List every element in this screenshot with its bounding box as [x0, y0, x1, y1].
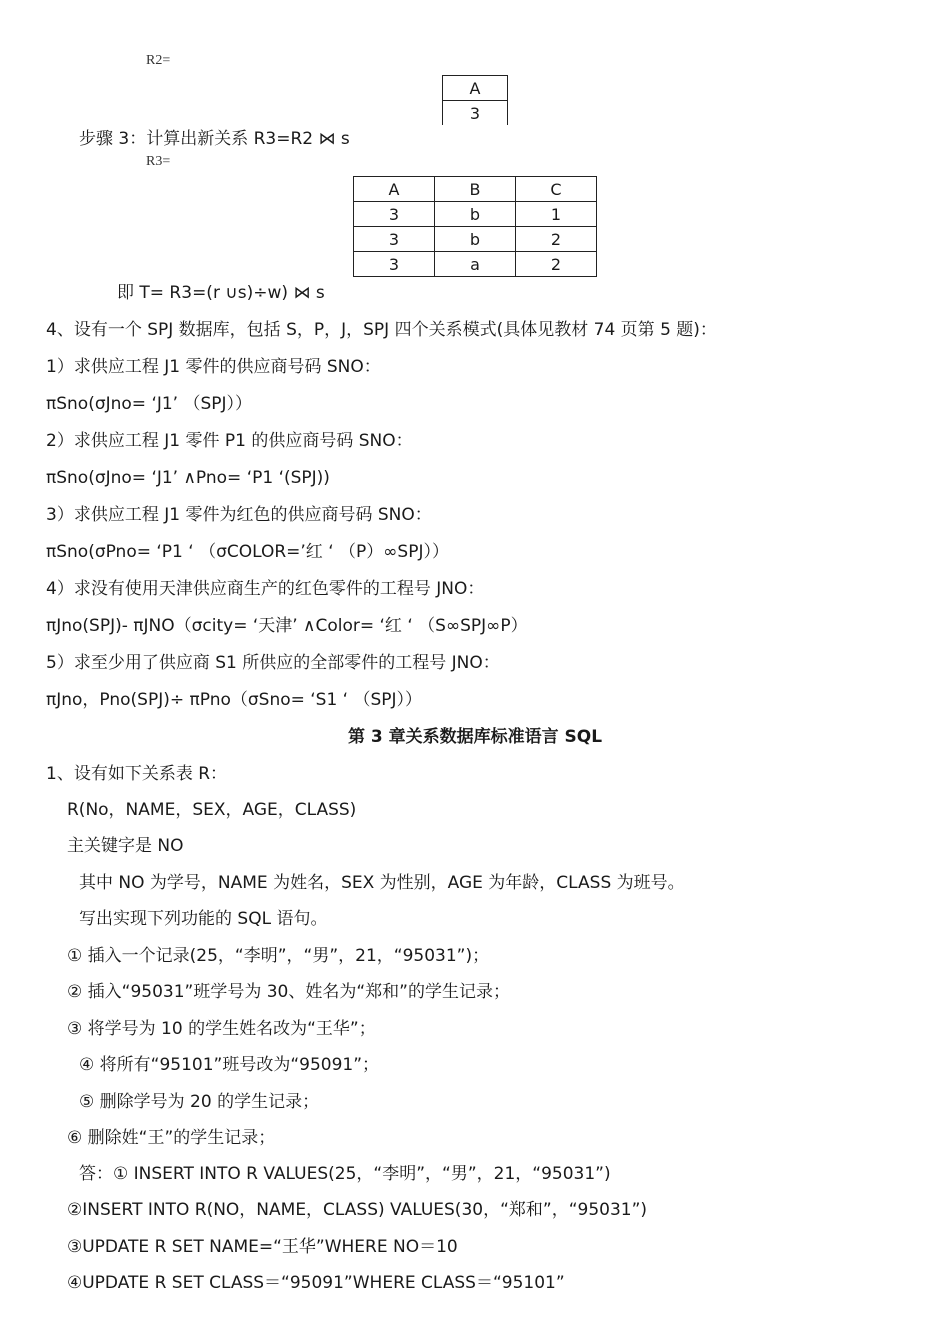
task-item: ④ 将所有“95101”班号改为“95091”；	[79, 1055, 380, 1075]
r3-cell: a	[435, 252, 516, 277]
q1-schema: R(No，NAME，SEX，AGE，CLASS)	[67, 800, 357, 820]
r3-header-a: A	[354, 177, 435, 202]
q4-line: 1）求供应工程 J1 零件的供应商号码 SNO：	[46, 357, 381, 377]
r2-header-a: A	[443, 76, 508, 101]
answer-line: 答：① INSERT INTO R VALUES(25，“李明”，“男”，21，“95031”)	[79, 1164, 611, 1184]
table-row	[354, 227, 597, 252]
result-t-text: 即 T= R3=(r ∪s)÷w) ⋈ s	[117, 283, 325, 303]
q1-intro: 1、设有如下关系表 R：	[46, 764, 228, 784]
q1-desc: 其中 NO 为学号，NAME 为姓名，SEX 为性别，AGE 为年龄，CLASS 为班号。	[79, 873, 685, 893]
q4-line: πJno，Pno(SPJ)÷ πPno（σSno= ‘S1 ‘ （SPJ））	[46, 690, 423, 710]
q1-key: 主关键字是 NO	[67, 836, 184, 856]
r3-cell: b	[435, 227, 516, 252]
task-item: ① 插入一个记录(25，“李明”，“男”，21，“95031”)；	[67, 946, 490, 966]
q4-line: 5）求至少用了供应商 S1 所供应的全部零件的工程号 JNO：	[46, 653, 500, 673]
answer-line: ②INSERT INTO R(NO，NAME，CLASS) VALUES(30，“郑和”，“95031”)	[67, 1200, 648, 1220]
task-item: ② 插入“95031”班学号为 30、姓名为“郑和”的学生记录；	[67, 982, 510, 1002]
r2-label: R2=	[146, 53, 171, 68]
r2-table	[442, 75, 508, 125]
r3-cell: 3	[354, 202, 435, 227]
answer-line: ④UPDATE R SET CLASS＝“95091”WHERE CLASS＝“95101”	[67, 1273, 565, 1293]
table-row	[354, 202, 597, 227]
r2-cell: 3	[443, 101, 508, 126]
r3-header-row	[354, 177, 597, 202]
q4-line: πJno(SPJ)- πJNO（σcity= ‘天津’ ∧Color= ‘红 ‘ （S∞SPJ∞P）	[46, 616, 528, 636]
q4-line: 4）求没有使用天津供应商生产的红色零件的工程号 JNO：	[46, 579, 485, 599]
task-item: ⑤ 删除学号为 20 的学生记录；	[79, 1092, 320, 1112]
r3-cell: 2	[516, 252, 597, 277]
q4-line: 2）求供应工程 J1 零件 P1 的供应商号码 SNO：	[46, 431, 413, 451]
q1-task: 写出实现下列功能的 SQL 语句。	[79, 909, 328, 929]
table-row	[354, 252, 597, 277]
task-item: ③ 将学号为 10 的学生姓名改为“王华”；	[67, 1019, 376, 1039]
r3-cell: 2	[516, 227, 597, 252]
r3-header-c: C	[516, 177, 597, 202]
q4-line: πSno(σJno= ‘J1’ ∧Pno= ‘P1 ‘(SPJ))	[46, 468, 330, 488]
r3-cell: 1	[516, 202, 597, 227]
q4-line: 3）求供应工程 J1 零件为红色的供应商号码 SNO：	[46, 505, 432, 525]
r3-cell: 3	[354, 252, 435, 277]
step3-text: 步骤 3：计算出新关系 R3=R2 ⋈ s	[79, 129, 350, 149]
r3-cell: b	[435, 202, 516, 227]
r3-cell: 3	[354, 227, 435, 252]
chapter-title: 第 3 章关系数据库标准语言 SQL	[347, 727, 603, 747]
answer-line: ③UPDATE R SET NAME=“王华”WHERE NO＝10	[67, 1237, 458, 1257]
r3-label: R3=	[146, 154, 171, 169]
r3-table	[353, 176, 597, 277]
q4-line: πSno(σPno= ‘P1 ‘ （σCOLOR=’红 ‘ （P）∞SPJ））	[46, 542, 449, 562]
q4-line: πSno(σJno= ‘J1’ （SPJ））	[46, 394, 253, 414]
r3-header-b: B	[435, 177, 516, 202]
q4-line: 4、设有一个 SPJ 数据库，包括 S，P，J，SPJ 四个关系模式(具体见教材 74 页第 5 题)：	[46, 320, 717, 340]
task-item: ⑥ 删除姓“王”的学生记录；	[67, 1128, 276, 1148]
